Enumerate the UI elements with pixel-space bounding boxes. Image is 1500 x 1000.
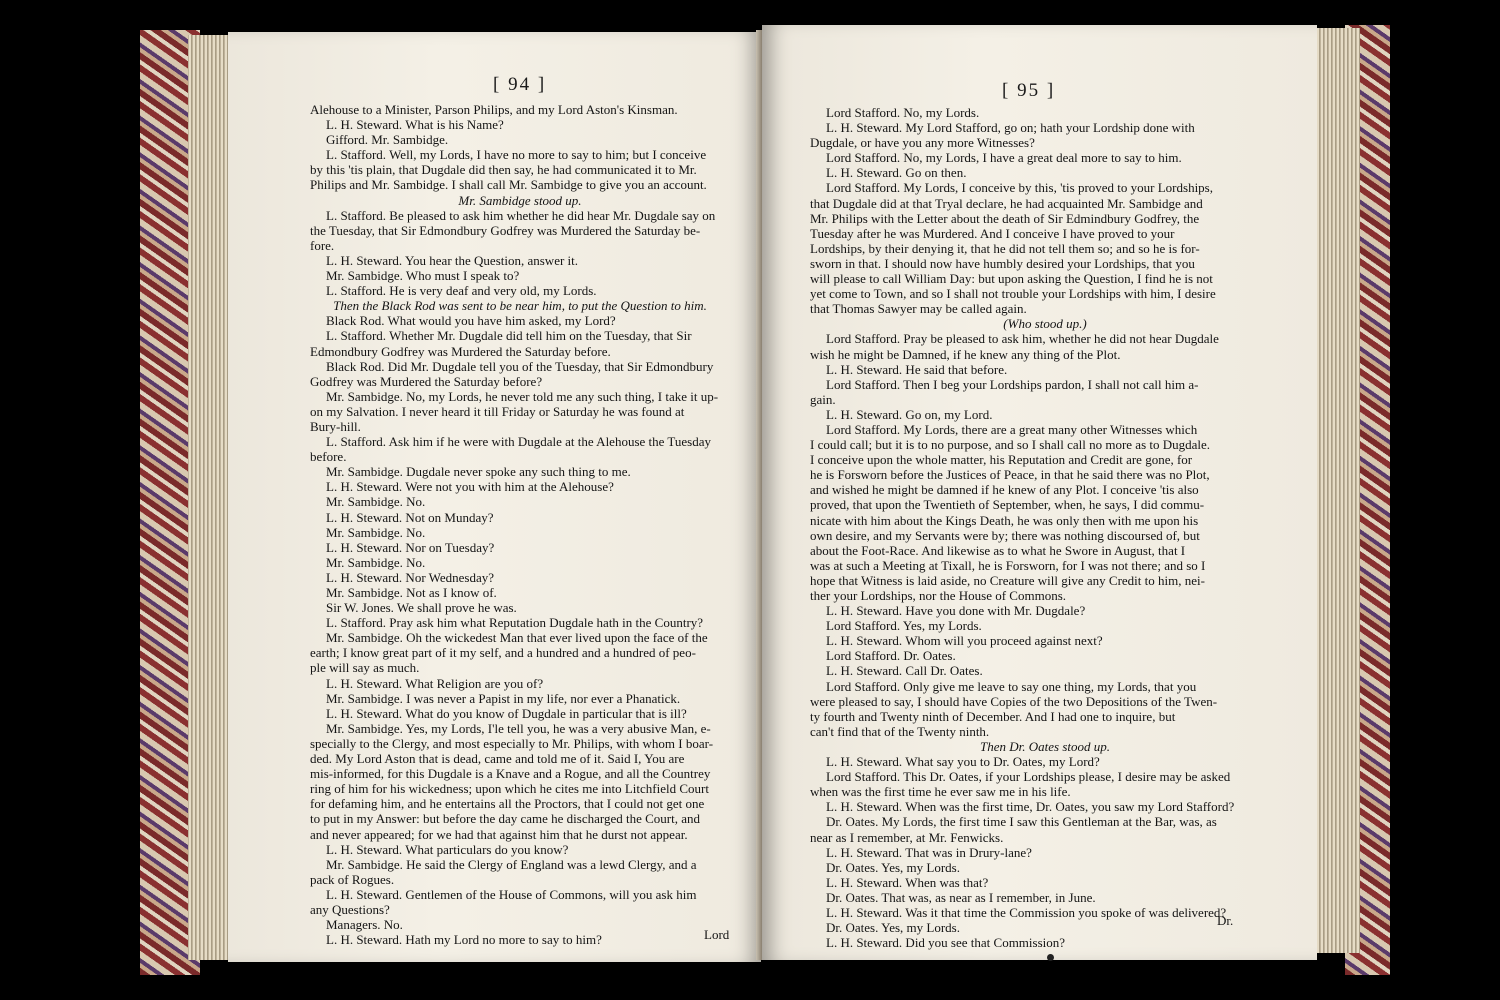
text-line: Mr. Sambidge. He said the Clergy of England was a lewd Clergy, and a: [326, 856, 697, 872]
text-line: L. H. Steward. What particulars do you know?: [326, 841, 569, 857]
text-line: L. H. Steward. Have you done with Mr. Dugdale?: [826, 603, 1086, 619]
text-line: Lord Stafford. Dr. Oates.: [826, 648, 956, 664]
text-line: will please to call William Day: but upon asking the Question, I find he is not: [810, 271, 1213, 287]
text-line: L. H. Steward. My Lord Stafford, go on; hath your Lordship done with: [826, 120, 1195, 136]
text-line: L. Stafford. He is very deaf and very old, my Lords.: [326, 283, 597, 299]
text-line: specially to the Clergy, and most especially to Mr. Philips, with whom I boar-: [310, 735, 714, 751]
text-line: Alehouse to a Minister, Parson Philips, and my Lord Aston's Kinsman.: [310, 102, 678, 117]
text-line: L. Stafford. Whether Mr. Dugdale did tell him on the Tuesday, that Sir: [326, 328, 692, 344]
book-mark-dot: [1047, 954, 1054, 961]
text-line: Philips and Mr. Sambidge. I shall call Mr. Sambidge to give you an account.: [310, 177, 707, 193]
text-line: and never appeared; for we had that against him that he durst not appear.: [310, 826, 688, 842]
text-line: L. H. Steward. What is his Name?: [326, 117, 504, 133]
right-page-edges: [1312, 28, 1360, 953]
text-line: L. H. Steward. Gentlemen of the House of Commons, will you ask him: [326, 886, 697, 902]
text-line: Lordships, by their denying it, that he did not tell them so; and so he is for-: [810, 240, 1200, 256]
text-line: pack of Rogues.: [310, 871, 395, 887]
text-line: L. Stafford. Be pleased to ask him whether he did hear Mr. Dugdale say on: [326, 207, 716, 223]
text-line: L. H. Steward. Go on then.: [826, 165, 967, 181]
text-line: about the Foot-Race. And likewise as to what he Swore in August, that I: [810, 542, 1186, 558]
text-line: Mr. Sambidge. No.: [326, 554, 426, 570]
text-line: L. H. Steward. Nor on Tuesday?: [326, 539, 495, 555]
text-line: mis-informed, for this Dugdale is a Knave and a Rogue, and all the Countrey: [310, 766, 711, 782]
text-line: Edmondbury Godfrey was Murdered the Saturday before.: [310, 343, 611, 359]
text-line: Mr. Sambidge. Yes, my Lords, I'le tell you, he was a very abusive Man, e-: [326, 720, 711, 736]
text-line: Then Dr. Oates stood up.: [979, 738, 1110, 754]
text-line: L. H. Steward. When was the first time, Dr. Oates, you saw my Lord Stafford?: [826, 799, 1235, 815]
text-line: Black Rod. Did Mr. Dugdale tell you of the Tuesday, that Sir Edmondbury: [326, 358, 714, 374]
text-line: ty fourth and Twenty ninth of December. And I had one to inquire, but: [810, 708, 1176, 724]
text-line: before.: [310, 449, 347, 465]
text-line: L. H. Steward. Call Dr. Oates.: [826, 663, 983, 679]
text-line: yet come to Town, and so I shall not trouble your Lordships with him, I desire: [810, 286, 1216, 302]
left-page-text: [310, 102, 730, 947]
text-line: Managers. No.: [326, 917, 403, 933]
text-line: I conceive upon the whole matter, his Reputation and Credit are gone, for: [810, 452, 1193, 468]
text-line: that Thomas Sawyer may be called again.: [810, 301, 1027, 317]
text-line: on my Salvation. I never heard it till Friday or Saturday he was found at: [310, 403, 685, 419]
text-line: were pleased to say, I should have Copies of the two Depositions of the Twen-: [810, 693, 1218, 709]
text-line: Mr. Philips with the Letter about the death of Sir Edmindbury Godfrey, the: [810, 210, 1200, 226]
text-line: proved, that upon the Twentieth of September, when, he says, I did commu-: [810, 497, 1205, 513]
text-line: Dr. Oates. That was, as near as I remember, in June.: [826, 889, 1096, 905]
text-line: L. H. Steward. He said that before.: [826, 361, 1008, 377]
text-line: Lord Stafford. My Lords, there are a great many other Witnesses which: [826, 421, 1198, 437]
text-line: Lord Stafford. No, my Lords, I have a great deal more to say to him.: [826, 150, 1182, 166]
text-line: Lord Stafford. Pray be pleased to ask him, whether he did not hear Dugdale: [826, 331, 1219, 347]
text-line: Dugdale, or have you any more Witnesses?: [810, 135, 1035, 151]
text-line: I could call; but it is to no purpose, and so I shall call no more as to Dugdale.: [810, 437, 1211, 453]
text-line: by this 'tis plain, that Dugdale did then say, he had communicated it to Mr.: [310, 162, 697, 178]
text-line: Mr. Sambidge. No.: [326, 524, 426, 540]
text-line: fore.: [310, 237, 335, 253]
text-line: Dr. Oates. My Lords, the first time I saw this Gentleman at the Bar, was, as: [826, 814, 1217, 830]
text-line: Lord Stafford. Only give me leave to say one thing, my Lords, that you: [826, 678, 1197, 694]
text-line: Mr. Sambidge. Dugdale never spoke any such thing to me.: [326, 464, 631, 480]
text-line: to put in my Answer: but before the day came he discharged the Court, and: [310, 811, 701, 827]
text-line: sworn in that. I should now have humbly desired your Lordships, that you: [810, 255, 1195, 271]
text-line: Mr. Sambidge. I was never a Papist in my life, nor ever a Phanatick.: [326, 690, 681, 706]
text-line: Mr. Sambidge stood up.: [458, 192, 582, 208]
text-line: when was the first time he ever saw me in his life.: [810, 784, 1071, 800]
text-line: L. H. Steward. When was that?: [826, 874, 989, 890]
text-line: Lord Stafford. This Dr. Oates, if your Lordships please, I desire may be asked: [826, 769, 1231, 785]
text-line: L. H. Steward. Did you see that Commission?: [826, 935, 1066, 951]
text-line: L. H. Steward. Nor Wednesday?: [326, 569, 495, 585]
text-line: L. H. Steward. Hath my Lord no more to say to him?: [326, 932, 602, 948]
text-line: Black Rod. What would you have him asked, my Lord?: [326, 313, 616, 329]
text-line: Mr. Sambidge. No.: [326, 494, 426, 510]
left-page-edges: [188, 35, 233, 960]
text-line: Bury-hill.: [310, 418, 361, 434]
text-line: Then the Black Rod was sent to be near him, to put the Question to him.: [333, 298, 707, 314]
text-line: Lord Stafford. Yes, my Lords.: [826, 618, 982, 634]
text-line: that Dugdale did at that Tryal declare, he had acquainted Mr. Sambidge and: [810, 195, 1203, 211]
text-line: Dr. Oates. Yes, my Lords.: [826, 920, 960, 936]
text-line: L. H. Steward. Go on, my Lord.: [826, 406, 993, 422]
text-line: Sir W. Jones. We shall prove he was.: [326, 600, 517, 616]
right-page: [762, 25, 1317, 960]
text-line: can't find that of the Twenty ninth.: [810, 723, 990, 739]
text-line: any Questions?: [310, 901, 390, 917]
text-line: L. H. Steward. That was in Drury-lane?: [826, 844, 1032, 860]
text-line: Godfrey was Murdered the Saturday before?: [310, 373, 543, 389]
text-line: L. Stafford. Pray ask him what Reputation Dugdale hath in the Country?: [326, 615, 704, 631]
text-line: L. H. Steward. Were not you with him at the Alehouse?: [326, 479, 614, 495]
left-page: [228, 32, 761, 962]
text-line: L. Stafford. Ask him if he were with Dugdale at the Alehouse the Tuesday: [326, 434, 712, 450]
text-line: gain.: [810, 391, 836, 407]
text-line: was at such a Meeting at Tixall, he is Forsworn, for I was not there; and so I: [810, 557, 1206, 573]
text-line: Mr. Sambidge. Not as I know of.: [326, 585, 497, 600]
text-line: L. H. Steward. Was it that time the Commission you spoke of was delivered?: [826, 904, 1227, 920]
text-line: for defaming him, and he entertains all the Proctors, that I could not get one: [310, 796, 705, 812]
text-line: L. H. Steward. You hear the Question, answer it.: [326, 252, 579, 268]
text-line: Lord Stafford. Then I beg your Lordships pardon, I shall not call him a-: [826, 376, 1199, 392]
catchword-right: Dr.: [1217, 913, 1234, 928]
right-page-text: [810, 105, 1280, 950]
text-line: hope that Witness is laid aside, no Creature will give any Credit to him, nei-: [810, 572, 1205, 588]
text-line: ded. My Lord Aston that is dead, came and told me of it. Said I, You are: [310, 751, 685, 767]
text-line: Tuesday after he was Murdered. And I conceive I have proved to your: [810, 225, 1175, 241]
text-line: Mr. Sambidge. No, my Lords, he never told me any such thing, I take it up-: [326, 388, 719, 404]
text-line: he is Forsworn before the Justices of Peace, in that he said there was no Plot,: [810, 467, 1210, 483]
text-line: Dr. Oates. Yes, my Lords.: [826, 859, 960, 875]
text-line: the Tuesday, that Sir Edmondbury Godfrey was Murdered the Saturday be-: [310, 222, 701, 238]
text-line: nicate with him about the Kings Death, he was only then with me upon his: [810, 512, 1199, 528]
text-line: Gifford. Mr. Sambidge.: [326, 132, 449, 148]
page-number-left: [ 94 ]: [493, 74, 547, 95]
text-line: L. Stafford. Well, my Lords, I have no more to say to him; but I conceive: [326, 147, 707, 163]
text-line: L. H. Steward. What do you know of Dugdale in particular that is ill?: [326, 705, 687, 721]
text-line: near as I remember, at Mr. Fenwicks.: [810, 829, 1004, 845]
text-line: ring of him for his wickedness; upon which he cites me into Litchfield Court: [310, 781, 709, 797]
text-line: L. H. Steward. What Religion are you of?: [326, 675, 544, 691]
text-line: earth; I know great part of it my self, and a hundred and a hundred of peo-: [310, 645, 696, 661]
text-line: ple will say as much.: [310, 660, 420, 676]
text-line: Lord Stafford. My Lords, I conceive by this, 'tis proved to your Lordships,: [826, 180, 1213, 196]
text-line: and wished he might be damned if he knew of any Plot. I conceive 'tis also: [810, 482, 1199, 498]
page-number-right: [ 95 ]: [1002, 80, 1056, 101]
text-line: Mr. Sambidge. Oh the wickedest Man that ever lived upon the face of the: [326, 630, 708, 646]
text-line: L. H. Steward. Not on Munday?: [326, 509, 494, 525]
text-line: wish he might be Damned, if he knew any thing of the Plot.: [810, 346, 1121, 362]
text-line: Mr. Sambidge. Who must I speak to?: [326, 268, 520, 284]
text-line: L. H. Steward. Whom will you proceed against next?: [826, 633, 1103, 649]
text-line: L. H. Steward. What say you to Dr. Oates, my Lord?: [826, 754, 1100, 770]
text-line: Lord Stafford. No, my Lords.: [826, 105, 980, 120]
catchword-left: Lord: [704, 927, 730, 942]
text-line: own desire, and my Servants were by; there was nothing discoursed of, but: [810, 527, 1200, 543]
text-line: ther your Lordships, nor the House of Commons.: [810, 588, 1067, 603]
text-line: (Who stood up.): [1003, 316, 1087, 332]
